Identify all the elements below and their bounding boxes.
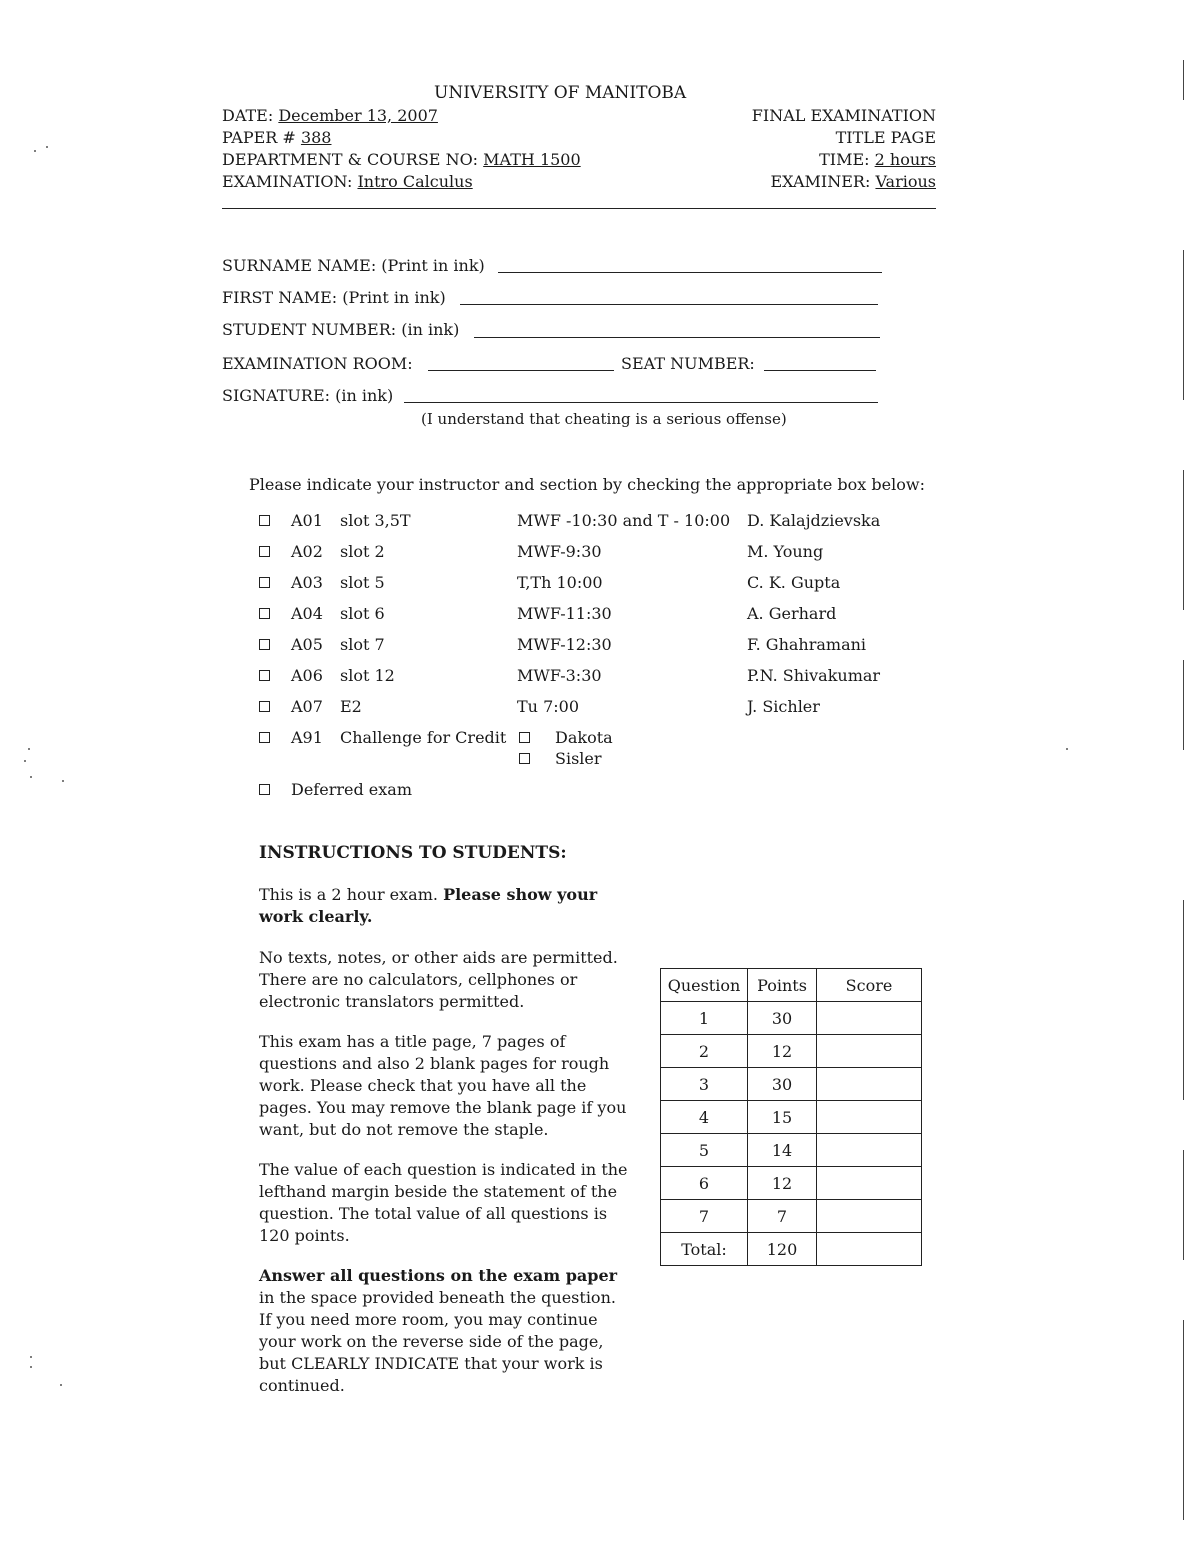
section-instructor: P.N. Shivakumar bbox=[747, 666, 881, 685]
answer-all-text: Answer all questions on the exam paper bbox=[259, 1266, 618, 1285]
deferred-checkbox[interactable] bbox=[259, 784, 270, 795]
points-cell: 14 bbox=[748, 1134, 817, 1167]
section-code: A04 bbox=[291, 604, 323, 623]
time-label: TIME: bbox=[819, 150, 870, 169]
department-label: DEPARTMENT & COURSE NO: bbox=[222, 150, 479, 169]
table-row bbox=[661, 1200, 922, 1233]
scan-edge-mark bbox=[1183, 1320, 1184, 1520]
sisler-checkbox[interactable] bbox=[519, 753, 530, 764]
scan-speck bbox=[62, 780, 64, 782]
total-score-cell[interactable] bbox=[817, 1233, 922, 1266]
examination-line bbox=[222, 172, 473, 191]
points-cell: 15 bbox=[748, 1101, 817, 1134]
question-cell: 3 bbox=[661, 1068, 748, 1101]
scan-edge-mark bbox=[1183, 900, 1184, 1100]
scan-speck bbox=[30, 1366, 32, 1368]
seat-number-label: SEAT NUMBER: bbox=[621, 354, 755, 373]
title-page-label: TITLE PAGE bbox=[835, 128, 936, 147]
final-examination: FINAL EXAMINATION bbox=[751, 106, 936, 125]
question-header: Question bbox=[661, 969, 748, 1002]
department-value: MATH 1500 bbox=[483, 150, 581, 169]
time-value: 2 hours bbox=[874, 150, 936, 169]
section-slot: slot 12 bbox=[340, 666, 395, 685]
scan-edge-mark bbox=[1183, 1150, 1184, 1260]
table-row bbox=[661, 1134, 922, 1167]
question-cell: 6 bbox=[661, 1167, 748, 1200]
first-name-input-line[interactable] bbox=[460, 304, 878, 305]
section-time: MWF-9:30 bbox=[517, 542, 602, 561]
section-checkbox[interactable] bbox=[259, 701, 270, 712]
dakota-label: Dakota bbox=[555, 728, 613, 747]
scan-speck bbox=[60, 1384, 62, 1386]
section-code: A03 bbox=[291, 573, 323, 592]
student-number-label: STUDENT NUMBER: (in ink) bbox=[222, 320, 460, 339]
section-code: A02 bbox=[291, 542, 323, 561]
scan-speck bbox=[46, 146, 48, 148]
score-cell[interactable] bbox=[817, 1200, 922, 1233]
examiner-line bbox=[770, 172, 936, 191]
exam-duration-text: This is a 2 hour exam. bbox=[259, 885, 438, 904]
deferred-label: Deferred exam bbox=[291, 780, 412, 799]
instructions-heading: INSTRUCTIONS TO STUDENTS: bbox=[259, 843, 567, 863]
instructions-paragraph-5 bbox=[259, 1265, 619, 1397]
scan-edge-mark bbox=[1183, 660, 1184, 750]
paper-label: PAPER # bbox=[222, 128, 296, 147]
section-time: T,Th 10:00 bbox=[517, 573, 603, 592]
department-line bbox=[222, 150, 581, 169]
score-cell[interactable] bbox=[817, 1134, 922, 1167]
question-cell: 2 bbox=[661, 1035, 748, 1068]
surname-label: SURNAME NAME: (Print in ink) bbox=[222, 256, 485, 275]
instructions-paragraph-4: The value of each question is indicated in the lefthand margin beside the statement of the question. The total value of all questions is 120 points. bbox=[259, 1160, 628, 1245]
section-instructor: M. Young bbox=[747, 542, 824, 561]
scan-speck bbox=[34, 150, 36, 152]
score-header: Score bbox=[817, 969, 922, 1002]
question-cell: 1 bbox=[661, 1002, 748, 1035]
scan-edge-mark bbox=[1183, 60, 1184, 100]
section-code: A91 bbox=[291, 728, 323, 747]
section-code: A07 bbox=[291, 697, 323, 716]
scan-speck bbox=[30, 1356, 32, 1358]
section-slot: slot 6 bbox=[340, 604, 385, 623]
dakota-checkbox[interactable] bbox=[519, 732, 530, 743]
date-line bbox=[222, 106, 438, 125]
points-cell: 12 bbox=[748, 1035, 817, 1068]
score-cell[interactable] bbox=[817, 1068, 922, 1101]
scan-edge-mark bbox=[1183, 470, 1184, 610]
table-row bbox=[661, 1068, 922, 1101]
sisler-label: Sisler bbox=[555, 749, 602, 768]
section-slot: slot 3,5T bbox=[340, 511, 411, 530]
table-row bbox=[661, 1101, 922, 1134]
examiner-label: EXAMINER: bbox=[770, 172, 871, 191]
question-cell: 5 bbox=[661, 1134, 748, 1167]
section-slot: slot 7 bbox=[340, 635, 385, 654]
total-row bbox=[661, 1233, 922, 1266]
show-work-text: Please show your work clearly. bbox=[259, 885, 598, 926]
table-row bbox=[661, 1035, 922, 1068]
surname-input-line[interactable] bbox=[498, 272, 882, 273]
score-cell[interactable] bbox=[817, 1167, 922, 1200]
answer-space-text: in the space provided beneath the question. If you need more room, you may continue your work on the reverse side of the page, but CLEARLY INDICATE that your work is continued. bbox=[259, 1288, 616, 1395]
section-checkbox[interactable] bbox=[259, 639, 270, 650]
section-code: A05 bbox=[291, 635, 323, 654]
section-checkbox[interactable] bbox=[259, 608, 270, 619]
paper-line bbox=[222, 128, 331, 147]
section-checkbox[interactable] bbox=[259, 577, 270, 588]
section-time: MWF-3:30 bbox=[517, 666, 602, 685]
examination-room-input-line[interactable] bbox=[428, 370, 614, 371]
score-cell[interactable] bbox=[817, 1035, 922, 1068]
section-checkbox[interactable] bbox=[259, 515, 270, 526]
total-points: 120 bbox=[748, 1233, 817, 1266]
scan-speck bbox=[1066, 748, 1068, 750]
date-label: DATE: bbox=[222, 106, 274, 125]
examination-label: EXAMINATION: bbox=[222, 172, 353, 191]
examination-value: Intro Calculus bbox=[357, 172, 473, 191]
section-slot: E2 bbox=[340, 697, 362, 716]
seat-number-input-line[interactable] bbox=[764, 370, 876, 371]
section-checkbox[interactable] bbox=[259, 732, 270, 743]
challenge-label: Challenge for Credit bbox=[340, 728, 507, 747]
section-time: MWF -10:30 and T - 10:00 bbox=[517, 511, 731, 530]
section-checkbox[interactable] bbox=[259, 670, 270, 681]
instructions-paragraph-2: No texts, notes, or other aids are permitted. There are no calculators, cellphones or electronic translators permitted. bbox=[259, 948, 618, 1011]
examiner-value: Various bbox=[875, 172, 936, 191]
section-instructor: A. Gerhard bbox=[747, 604, 837, 623]
table-row bbox=[661, 1002, 922, 1035]
points-cell: 7 bbox=[748, 1200, 817, 1233]
points-cell: 12 bbox=[748, 1167, 817, 1200]
signature-input-line[interactable] bbox=[404, 402, 878, 403]
scan-edge-mark bbox=[1183, 250, 1184, 400]
section-checkbox[interactable] bbox=[259, 546, 270, 557]
examination-room-label: EXAMINATION ROOM: bbox=[222, 354, 413, 373]
question-cell: 4 bbox=[661, 1101, 748, 1134]
date-value: December 13, 2007 bbox=[278, 106, 438, 125]
total-label: Total: bbox=[661, 1233, 748, 1266]
section-instructor: D. Kalajdzievska bbox=[747, 511, 881, 530]
section-slot: slot 5 bbox=[340, 573, 385, 592]
table-row bbox=[661, 1167, 922, 1200]
first-name-label: FIRST NAME: (Print in ink) bbox=[222, 288, 446, 307]
question-cell: 7 bbox=[661, 1200, 748, 1233]
section-slot: slot 2 bbox=[340, 542, 385, 561]
score-cell[interactable] bbox=[817, 1101, 922, 1134]
points-cell: 30 bbox=[748, 1068, 817, 1101]
section-time: MWF-11:30 bbox=[517, 604, 612, 623]
signature-label: SIGNATURE: (in ink) bbox=[222, 386, 394, 405]
score-cell[interactable] bbox=[817, 1002, 922, 1035]
section-time: MWF-12:30 bbox=[517, 635, 612, 654]
section-instructor: C. K. Gupta bbox=[747, 573, 841, 592]
cheating-note: (I understand that cheating is a serious offense) bbox=[421, 410, 787, 428]
section-code: A01 bbox=[291, 511, 323, 530]
scan-speck bbox=[24, 760, 26, 762]
section-code: A06 bbox=[291, 666, 323, 685]
paper-value: 388 bbox=[300, 128, 332, 147]
instructions-paragraph-3: This exam has a title page, 7 pages of questions and also 2 blank pages for rough work. Please check that you have all the pages. You may remove the blank page if you want, but do not remove the staple. bbox=[259, 1032, 627, 1139]
section-instructor: J. Sichler bbox=[747, 697, 820, 716]
score-table-header bbox=[661, 969, 922, 1002]
student-number-input-line[interactable] bbox=[474, 337, 880, 338]
points-header: Points bbox=[748, 969, 817, 1002]
instructions-paragraph-1 bbox=[259, 884, 609, 928]
points-cell: 30 bbox=[748, 1002, 817, 1035]
university-title: UNIVERSITY OF MANITOBA bbox=[434, 83, 687, 103]
section-instructor: F. Ghahramani bbox=[747, 635, 867, 654]
section-prompt: Please indicate your instructor and section by checking the appropriate box below: bbox=[249, 475, 925, 494]
time-line bbox=[819, 150, 936, 169]
scan-speck bbox=[28, 748, 30, 750]
section-time: Tu 7:00 bbox=[517, 697, 579, 716]
score-table bbox=[660, 968, 922, 1266]
scan-speck bbox=[30, 776, 32, 778]
header-divider bbox=[222, 208, 936, 209]
